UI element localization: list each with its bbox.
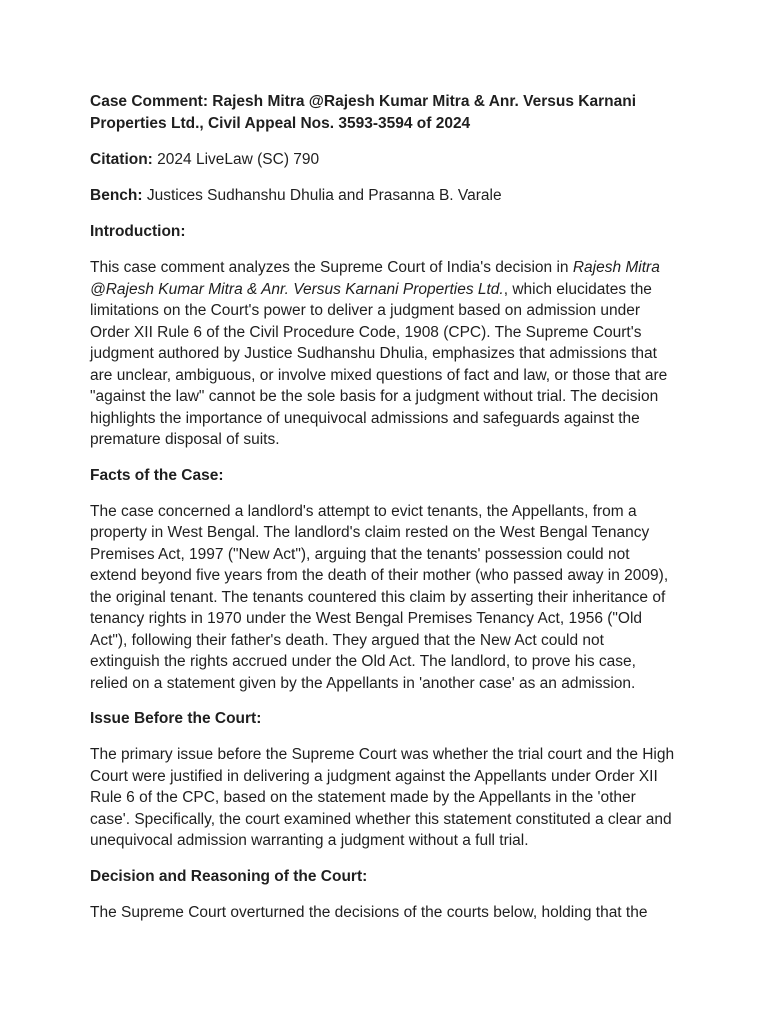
introduction-text-before: This case comment analyzes the Supreme Court of India's decision in	[90, 259, 573, 276]
citation-value: 2024 LiveLaw (SC) 790	[152, 151, 320, 168]
decision-heading: Decision and Reasoning of the Court:	[90, 867, 368, 885]
issue-paragraph: The primary issue before the Supreme Court was whether the trial court and the High Court were justified in delivering a judgment against the Appellants under Order XII Rule 6 of the CPC, based on the statement made by the Appellants in the 'other case'. Specifically, the court examined whether this statement constituted a clear and unequivocal admission warranting a judgment without a full trial.	[90, 746, 675, 849]
introduction-text-after: , which elucidates the limitations on the Court's power to deliver a judgment based on admission under Order XII Rule 6 of the Civil Procedure Code, 1908 (CPC). The Supreme Court's judgment authored by Justice Sudhanshu Dhulia, emphasizes that admissions that are unclear, ambiguous, or involve mixed questions of fact and law, or those that are "against the law" cannot be the sole basis for a judgment without trial. The decision highlights the importance of unequivocal admissions and safeguards against the premature disposal of suits.	[90, 280, 668, 448]
bench-label: Bench:	[90, 187, 143, 204]
decision-paragraph: The Supreme Court overturned the decisions of the courts below, holding that the	[90, 903, 648, 921]
issue-heading: Issue Before the Court:	[90, 710, 262, 727]
citation-label: Citation:	[90, 151, 153, 168]
introduction-paragraph	[90, 257, 678, 451]
citation-line	[90, 149, 678, 171]
bench-line	[90, 185, 678, 207]
case-title: Case Comment: Rajesh Mitra @Rajesh Kumar Mitra & Anr. Versus Karnani Properties Ltd., Civil Appeal Nos. 3593-3594 of 2024	[90, 93, 637, 132]
introduction-heading: Introduction:	[90, 223, 186, 240]
facts-paragraph: The case concerned a landlord's attempt to evict tenants, the Appellants, from a property in West Bengal. The landlord's claim rested on the West Bengal Tenancy Premises Act, 1997 ("New Act"), arguing that the tenants' possession could not extend beyond five years from the death of their mother (who passed away in 2009), the original tenant. The tenants countered this claim by asserting their inheritance of tenancy rights in 1970 under the West Bengal Premises Tenancy Act, 1956 ("Old Act"), following their father's death. They argued that the New Act could not extinguish the rights accrued under the Old Act. The landlord, to prove his case, relied on a statement given by the Appellants in 'another case' as an admission.	[90, 502, 669, 692]
bench-value: Justices Sudhanshu Dhulia and Prasanna B. Varale	[142, 187, 502, 204]
introduction-case-name: Rajesh Mitra @Rajesh Kumar Mitra & Anr. Versus Karnani Properties Ltd.	[90, 259, 660, 298]
facts-heading: Facts of the Case:	[90, 466, 224, 484]
